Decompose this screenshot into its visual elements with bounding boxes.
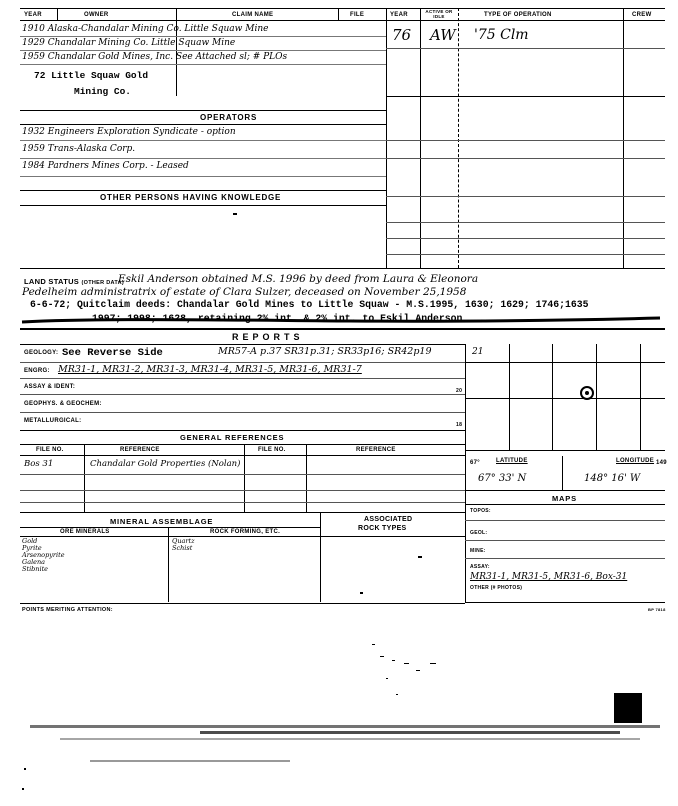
owner-row-5: Mining Co.: [74, 86, 132, 97]
operator-row-line: [20, 176, 386, 177]
grid-row: [465, 450, 665, 451]
owner-row-line: [20, 50, 386, 51]
gr-row1-file: Bos 31: [24, 459, 54, 469]
col-divider-year2: [420, 8, 421, 268]
lat-long-divider: [562, 456, 563, 491]
scan-dot: [22, 788, 24, 790]
header-year-right: YEAR: [390, 12, 408, 18]
maps-geol: GEOL:: [470, 530, 488, 536]
rock-types-label: ROCK TYPES: [358, 525, 407, 532]
report-row-line: [20, 378, 465, 379]
scan-dash: [392, 660, 395, 661]
report-row-line: [20, 362, 465, 363]
rock-forming-label: ROCK FORMING, ETC.: [210, 529, 281, 535]
gr-file-no-2: FILE NO.: [258, 447, 286, 453]
grid-col: [596, 344, 597, 450]
ma-title-line: [20, 527, 320, 528]
other-persons-title: OTHER PERSONS HAVING KNOWLEDGE: [100, 193, 282, 202]
owner-row-line: [20, 36, 386, 37]
ore-minerals-label: ORE MINERALS: [60, 529, 110, 535]
right-year-entry: 76: [392, 26, 412, 44]
metallurgical-num: 18: [456, 422, 463, 428]
owner-row-2: 1929 Chandalar Mining Co. Little Squaw Mine: [22, 38, 236, 48]
longitude-label: LONGITUDE: [616, 458, 655, 464]
right-row-line: [386, 140, 665, 141]
operator-row-3: 1984 Pardners Mines Corp. - Leased: [22, 161, 189, 171]
header-claim-name: CLAIM NAME: [232, 12, 274, 18]
operators-top-line: [20, 110, 386, 111]
scan-edge-band: [30, 725, 660, 728]
reports-right-border: [465, 344, 466, 602]
maps-row-line: [465, 540, 665, 541]
scan-dash: [404, 663, 409, 664]
scan-dash: [372, 644, 375, 645]
right-row-line: [386, 238, 665, 239]
scan-dash: [380, 656, 384, 657]
operator-row-1: 1932 Engineers Exploration Syndicate - option: [22, 127, 236, 137]
ma-col-2: [320, 512, 321, 602]
land-status-sub: (OTHER DATA): [81, 280, 124, 286]
operator-row-2: 1959 Trans-Alaska Corp.: [22, 144, 136, 154]
land-status-line-1: Eskil Anderson obtained M.S. 1996 by deed from Laura & Eleonora: [118, 273, 479, 285]
scan-dash: [416, 670, 420, 671]
ore-mineral: Stibnite: [22, 565, 49, 573]
other-persons-mark: [233, 213, 237, 215]
rock-forming-mineral: Quartz: [172, 537, 195, 545]
gr-reference-2: REFERENCE: [356, 447, 396, 453]
general-references-title-line: [20, 444, 465, 445]
owner-row-3: 1959 Chandalar Gold Mines, Inc. See Attached sl; # PLOs: [22, 52, 288, 62]
col-divider-file: [338, 8, 339, 20]
maps-other-photos: OTHER (# PHOTOS): [470, 585, 523, 591]
header-file: FILE: [350, 12, 365, 18]
geophys-label: GEOPHYS. & GEOCHEM:: [24, 401, 102, 407]
header-active-or-idle: ACTIVE OR IDLE: [425, 9, 453, 19]
gr-row-line: [20, 490, 465, 491]
longitude-tail: 149: [656, 460, 667, 466]
operator-row-line: [20, 158, 386, 159]
mineral-assemblage-title: MINERAL ASSEMBLAGE: [110, 517, 214, 526]
ore-mineral: Arsenopyrite: [22, 551, 65, 559]
geology-value: See Reverse Side: [62, 347, 163, 359]
land-status-line-4: 1997; 1998; 1628, retaining 2% int. & 2% int. to Eskil Anderson: [92, 313, 463, 324]
maps-mine: MINE:: [470, 548, 486, 554]
scan-edge-band: [200, 731, 620, 734]
maps-assay: ASSAY:: [470, 564, 490, 570]
gr-bottom-line: [20, 512, 465, 513]
engrg-value: MR31-1, MR31-2, MR31-3, MR31-4, MR31-5, MR31-6, MR31-7: [58, 364, 362, 375]
header-year: YEAR: [24, 12, 42, 18]
grid-row: [465, 362, 665, 363]
form-number: BP 7818: [648, 607, 666, 612]
operators-title-line: [20, 124, 386, 125]
top-border: [20, 8, 665, 9]
ore-list: [22, 538, 65, 573]
ore-mineral: Pyrite: [22, 544, 42, 552]
owner-row-4: 72 Little Squaw Gold: [34, 70, 149, 81]
ma-header-line: [20, 536, 465, 537]
grid-col: [640, 344, 641, 450]
maps-row-line: [465, 520, 665, 521]
header-type-of-operation: TYPE OF OPERATION: [484, 12, 552, 18]
geology-ref-tail: 21: [472, 347, 484, 357]
operators-title: OPERATORS: [200, 113, 258, 122]
report-row-line: [20, 412, 465, 413]
operator-row-line: [20, 140, 386, 141]
scan-edge-band: [60, 738, 640, 740]
land-status-line-2: Pedelheim administratrix of estate of Clara Sulzer, deceased on November 25,1958: [22, 286, 467, 298]
right-row-line: [386, 222, 665, 223]
maps-assay-value: MR31-1, MR31-5, MR31-6, Box-31: [470, 572, 628, 582]
report-row-line: [20, 430, 465, 431]
col-divider-crew: [623, 8, 624, 268]
lat-prefix: 67°: [470, 460, 480, 466]
maps-title-line: [465, 504, 665, 505]
latitude-label: LATITUDE: [496, 458, 528, 464]
right-row-line: [386, 158, 665, 159]
points-meriting-attention: POINTS MERITING ATTENTION:: [22, 607, 113, 613]
rock-forming-mineral: Schist: [172, 544, 193, 552]
header-crew: CREW: [632, 12, 652, 18]
general-references-title: GENERAL REFERENCES: [180, 433, 285, 442]
maps-title: MAPS: [552, 494, 577, 503]
geology-refs: MR57-A p.37 SR31p.31; SR33p16; SR42p19: [218, 346, 432, 357]
associated-label: ASSOCIATED: [364, 516, 413, 523]
right-operation-entry: '75 Clm: [474, 27, 529, 43]
gr-row-line: [20, 502, 465, 503]
maps-row-line: [465, 558, 665, 559]
scan-dot: [24, 768, 26, 770]
maps-bottom-line: [465, 602, 665, 603]
associated-mark: [418, 556, 422, 558]
right-row-line: [386, 48, 665, 49]
right-active-entry: AW: [430, 26, 456, 44]
gr-header-line: [20, 455, 465, 456]
rock-list: [172, 538, 195, 552]
scan-edge-band: [90, 760, 290, 762]
scan-dash: [430, 663, 436, 664]
report-row-line: [20, 394, 465, 395]
right-row-line: [386, 254, 665, 255]
grid-col: [552, 344, 553, 450]
owner-row-line: [20, 64, 386, 65]
right-row-line: [386, 196, 665, 197]
land-status-ink-stroke: [20, 314, 665, 328]
right-row-line: [386, 96, 665, 97]
other-persons-top-line: [20, 190, 386, 191]
grid-col: [509, 344, 510, 450]
land-status-line-3: 6-6-72; Quitclaim deeds: Chandalar Gold Mines to Little Squaw - M.S.1995, 1630; 1629; 1746;1635: [30, 299, 589, 310]
scan-dash: [386, 678, 388, 679]
location-marker-icon: [580, 386, 594, 400]
other-persons-title-line: [20, 205, 386, 206]
longitude-value: 148° 16' W: [584, 473, 641, 484]
reports-title: REPORTS: [232, 332, 304, 342]
header-owner: OWNER: [84, 12, 109, 18]
land-status-top-line: [20, 268, 665, 269]
associated-mark: [360, 592, 363, 594]
reports-title-line: [20, 344, 465, 345]
latitude-value: 67° 33' N: [478, 473, 527, 484]
ore-mineral: Galena: [22, 558, 46, 566]
gr-file-no: FILE NO.: [36, 447, 64, 453]
gr-reference: REFERENCE: [120, 447, 160, 453]
col-divider-active: [458, 8, 459, 268]
gr-row-line: [20, 474, 465, 475]
footer-line: [20, 603, 465, 604]
owner-row-1: 1910 Alaska-Chandalar Mining Co. Little Squaw Mine: [22, 24, 269, 34]
land-status-label: [24, 277, 124, 286]
gr-row1-ref: Chandalar Gold Properties (Nolan): [90, 459, 241, 469]
land-status-title: LAND STATUS: [24, 277, 80, 286]
latlong-line: [465, 490, 665, 491]
maps-topos: TOPOS:: [470, 508, 491, 514]
scan-dash: [396, 694, 398, 695]
header-underline: [20, 20, 665, 21]
grid-row: [465, 398, 665, 399]
assay-ident-num: 20: [456, 388, 463, 394]
metallurgical-label: METALLURGICAL:: [24, 418, 82, 424]
engrg-label: ENGRG:: [24, 368, 50, 374]
reports-top-line: [20, 328, 665, 330]
col-divider-year: [57, 8, 58, 20]
assay-ident-label: ASSAY & IDENT:: [24, 384, 76, 390]
ma-col-1: [168, 527, 169, 602]
col-divider-main: [386, 8, 387, 268]
ore-mineral: Gold: [22, 537, 38, 545]
geology-label: GEOLOGY:: [24, 350, 59, 356]
scan-black-block: [614, 693, 642, 723]
